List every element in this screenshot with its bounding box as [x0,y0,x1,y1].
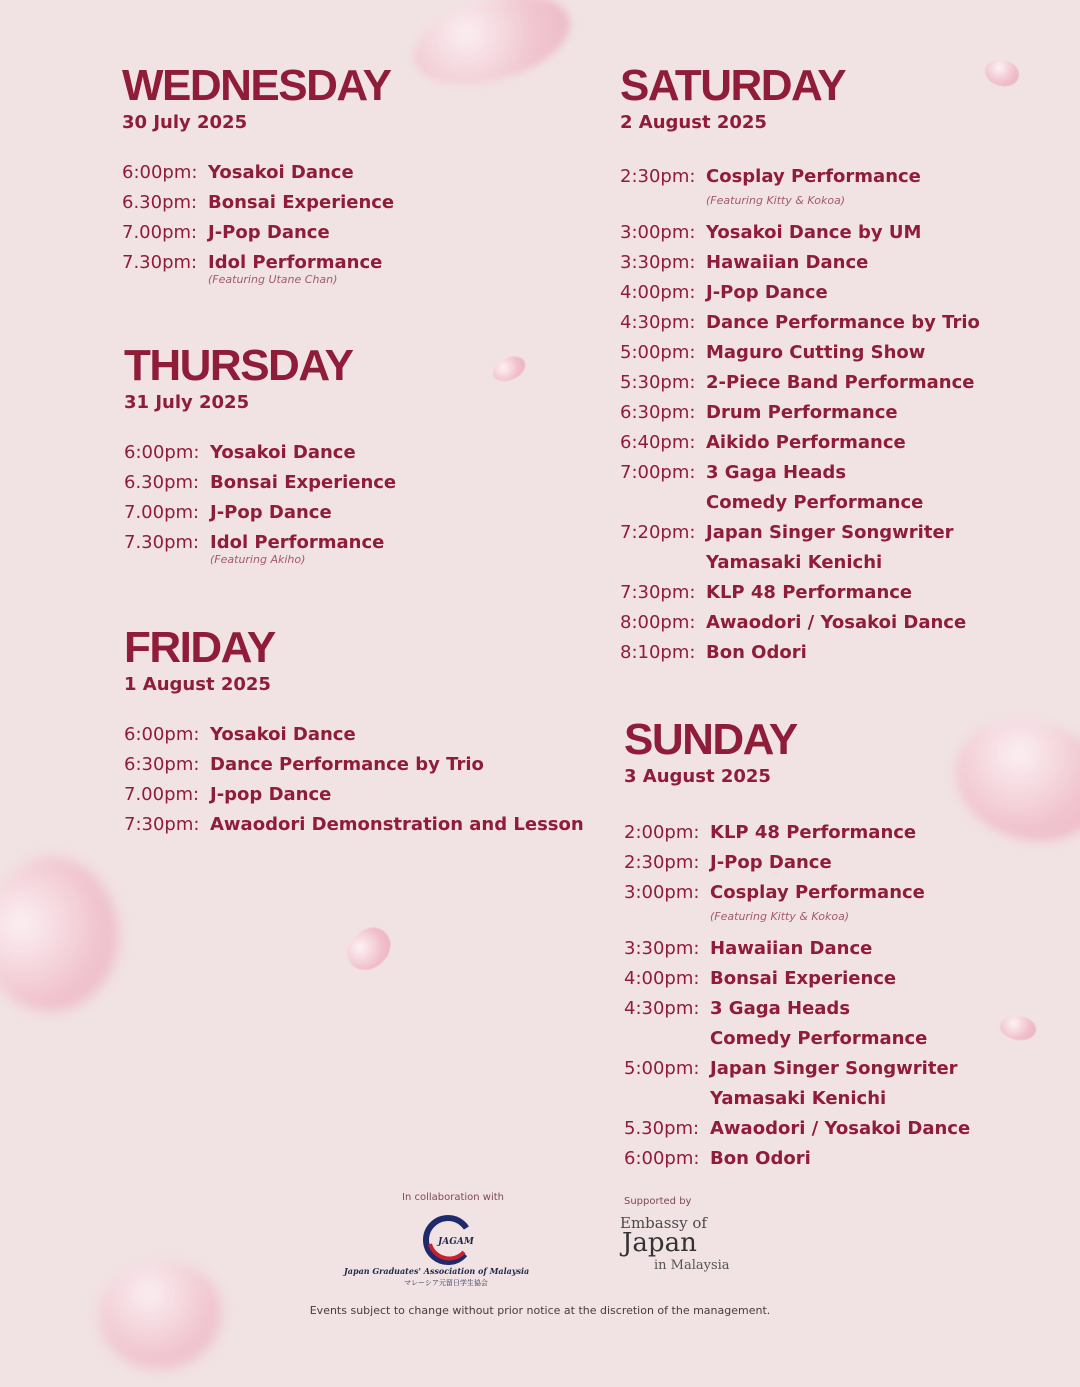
event-row [620,578,980,608]
event-name-line2: Yamasaki Kenichi [710,1088,887,1109]
event-time: 6.30pm: [122,192,198,213]
disclaimer-text: Events subject to change without prior notice at the discretion of the management. [309,1304,771,1317]
event-name: 2-Piece Band Performance [706,372,975,393]
event-time: 4:00pm: [624,968,700,989]
event-time: 6.30pm: [124,472,200,493]
event-name: J-Pop Dance [208,222,330,243]
day-title: FRIDAY [124,623,275,672]
event-row [624,994,970,1054]
event-row [620,368,980,398]
schedule-day-thursday [124,341,397,567]
event-row [122,158,394,188]
event-row [620,308,980,338]
event-row [624,848,970,878]
event-name: Maguro Cutting Show [706,342,926,363]
petal-decoration [340,921,399,977]
event-time: 8:10pm: [620,642,696,663]
embassy-line-2: Japan [622,1228,697,1258]
event-time: 7.30pm: [122,252,198,273]
day-title: THURSDAY [124,341,353,390]
event-name: Hawaiian Dance [706,252,869,273]
event-name: Dance Performance by Trio [210,754,484,775]
event-name: KLP 48 Performance [706,582,913,603]
event-time: 3:00pm: [624,882,700,903]
event-row [624,1144,970,1174]
event-note: (Featuring Kitty & Kokoa) [710,910,850,923]
petal-decoration [998,1012,1039,1044]
event-list [122,158,394,287]
event-row [624,964,970,994]
event-row [124,810,584,840]
event-time: 7:30pm: [124,814,200,835]
event-name: Aikido Performance [706,432,906,453]
event-row [620,248,980,278]
event-name: Awaodori / Yosakoi Dance [706,612,967,633]
event-time: 2:30pm: [620,166,696,187]
embassy-line-1: Embassy of [620,1214,707,1232]
event-name: 3 Gaga Heads [710,998,851,1019]
event-time: 6:40pm: [620,432,696,453]
event-name: J-Pop Dance [210,502,332,523]
event-row [122,218,394,248]
event-list [124,438,396,567]
event-time: 6:00pm: [124,724,200,745]
event-time: 7:00pm: [620,462,696,483]
event-time: 2:30pm: [624,852,700,873]
event-note: (Featuring Kitty & Kokoa) [706,194,846,207]
event-row [124,498,396,528]
event-time: 4:00pm: [620,282,696,303]
event-row [124,468,396,498]
event-name: Yosakoi Dance [210,442,356,463]
event-name-line2: Yamasaki Kenichi [706,552,883,573]
event-row [624,818,970,848]
event-row [620,278,980,308]
event-name: Bonsai Experience [210,472,397,493]
event-name: Cosplay Performance [710,882,925,903]
event-row [624,1054,970,1114]
event-name: Japan Singer Songwriter [710,1058,958,1079]
collaboration-label: In collaboration with [402,1192,505,1203]
event-name: Bonsai Experience [710,968,897,989]
jagam-logo-mark: JAGAM [438,1237,474,1247]
event-name: Bon Odori [706,642,807,663]
event-time: 7.00pm: [124,784,200,805]
event-time: 3:30pm: [620,252,696,273]
event-row [124,438,396,468]
event-time: 7.00pm: [124,502,200,523]
event-name: Yosakoi Dance [210,724,356,745]
event-time: 4:30pm: [624,998,700,1019]
supported-label: Supported by [624,1196,692,1207]
event-name: Bon Odori [710,1148,811,1169]
event-time: 7:20pm: [620,522,696,543]
event-name-line2: Comedy Performance [706,492,924,513]
day-title: WEDNESDAY [122,61,391,110]
event-time: 5.30pm: [624,1118,700,1139]
event-name: Idol Performance [208,252,383,273]
event-row [122,188,394,218]
event-note: (Featuring Utane Chan) [208,273,338,286]
event-name: Bonsai Experience [208,192,395,213]
event-row [624,1114,970,1144]
event-name: J-pop Dance [210,784,332,805]
embassy-logo [600,1214,750,1278]
event-list [624,818,970,1174]
day-date: 30 July 2025 [122,112,248,133]
day-date: 2 August 2025 [620,112,767,133]
event-row [620,218,980,248]
event-name: Cosplay Performance [706,166,921,187]
event-time: 3:00pm: [620,222,696,243]
event-row [620,338,980,368]
event-row [620,398,980,428]
event-row [620,518,980,578]
day-date: 1 August 2025 [124,674,271,695]
event-name: Yosakoi Dance by UM [706,222,922,243]
day-title: SUNDAY [624,715,797,764]
event-name: J-Pop Dance [706,282,828,303]
embassy-line-3: in Malaysia [654,1258,730,1273]
event-row [124,780,584,810]
event-row [624,878,970,934]
event-time: 7.00pm: [122,222,198,243]
petal-decoration [0,837,145,1032]
petal-decoration [405,0,578,96]
event-time: 5:30pm: [620,372,696,393]
event-time: 6:00pm: [124,442,200,463]
schedule-day-sunday [624,715,971,1174]
event-row [624,934,970,964]
event-row [620,458,980,518]
event-time: 5:00pm: [624,1058,700,1079]
day-date: 3 August 2025 [624,766,771,787]
petal-decoration [981,54,1023,92]
event-row [122,248,394,287]
event-row [620,428,980,458]
event-time: 6:00pm: [122,162,198,183]
event-name: Japan Singer Songwriter [706,522,954,543]
event-row [124,720,584,750]
event-name: Dance Performance by Trio [706,312,980,333]
event-list [124,720,584,840]
event-name: Hawaiian Dance [710,938,873,959]
schedule-day-wednesday [122,61,395,287]
jagam-name: Japan Graduates' Association of Malaysia [344,1266,530,1276]
event-time: 4:30pm: [620,312,696,333]
event-list [620,162,980,668]
event-row [620,638,980,668]
event-time: 8:00pm: [620,612,696,633]
event-name: 3 Gaga Heads [706,462,847,483]
event-row [124,750,584,780]
event-time: 5:00pm: [620,342,696,363]
event-time: 6:00pm: [624,1148,700,1169]
event-time: 6:30pm: [620,402,696,423]
event-name-line2: Comedy Performance [710,1028,928,1049]
event-name: Drum Performance [706,402,898,423]
day-title: SATURDAY [620,61,846,110]
day-date: 31 July 2025 [124,392,250,413]
schedule-day-saturday [620,61,980,668]
event-name: Idol Performance [210,532,385,553]
schedule-day-friday [124,623,584,840]
petal-decoration [489,353,528,384]
event-name: J-Pop Dance [710,852,832,873]
event-name: Yosakoi Dance [208,162,354,183]
event-row [124,528,396,567]
event-row [620,162,980,218]
jagam-logo-icon [420,1214,476,1266]
event-time: 2:00pm: [624,822,700,843]
event-time: 7.30pm: [124,532,200,553]
jagam-japanese-name: マレーシア元留日学生協会 [404,1279,488,1287]
event-name: Awaodori / Yosakoi Dance [710,1118,971,1139]
event-time: 6:30pm: [124,754,200,775]
event-row [620,608,980,638]
event-name: Awaodori Demonstration and Lesson [210,814,584,835]
event-time: 7:30pm: [620,582,696,603]
event-note: (Featuring Akiho) [210,553,306,566]
event-time: 3:30pm: [624,938,700,959]
event-name: KLP 48 Performance [710,822,917,843]
